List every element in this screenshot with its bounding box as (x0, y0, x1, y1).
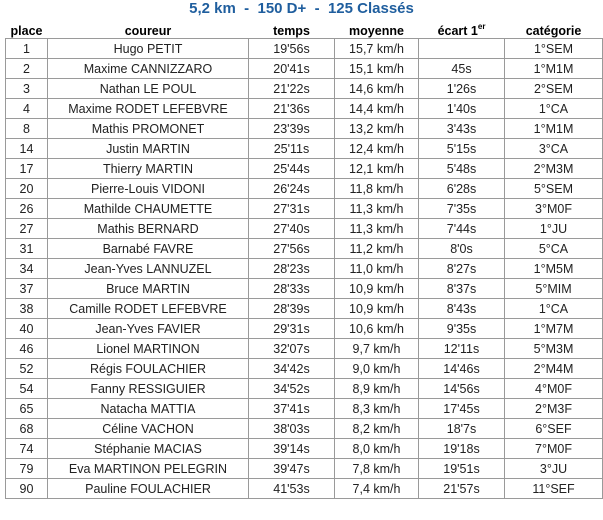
table-row (6, 159, 603, 179)
cell-coureur: Hugo PETIT (48, 39, 249, 59)
cell-coureur: Nathan LE POUL (48, 79, 249, 99)
cell-ecart: 19'51s (419, 459, 505, 479)
cell-temps: 39'14s (249, 439, 335, 459)
table-row (6, 479, 603, 499)
cell-place: 40 (6, 319, 48, 339)
cell-place: 52 (6, 359, 48, 379)
cell-moyenne: 8,9 km/h (335, 379, 419, 399)
cell-coureur: Bruce MARTIN (48, 279, 249, 299)
header-moyenne: moyenne (335, 22, 419, 39)
cell-temps: 34'52s (249, 379, 335, 399)
cell-coureur: Jean-Yves FAVIER (48, 319, 249, 339)
table-row (6, 119, 603, 139)
header-categorie: catégorie (505, 22, 603, 39)
cell-categorie: 11°SEF (505, 479, 603, 499)
cell-categorie: 3°CA (505, 139, 603, 159)
cell-categorie: 2°M3F (505, 399, 603, 419)
cell-temps: 21'22s (249, 79, 335, 99)
table-row (6, 59, 603, 79)
cell-ecart: 19'18s (419, 439, 505, 459)
cell-categorie: 6°SEF (505, 419, 603, 439)
table-row (6, 99, 603, 119)
cell-ecart: 14'46s (419, 359, 505, 379)
cell-temps: 39'47s (249, 459, 335, 479)
cell-temps: 19'56s (249, 39, 335, 59)
cell-place: 90 (6, 479, 48, 499)
cell-place: 46 (6, 339, 48, 359)
cell-temps: 26'24s (249, 179, 335, 199)
cell-moyenne: 12,1 km/h (335, 159, 419, 179)
cell-temps: 27'31s (249, 199, 335, 219)
cell-categorie: 1°M1M (505, 119, 603, 139)
cell-coureur: Maxime CANNIZZARO (48, 59, 249, 79)
cell-moyenne: 12,4 km/h (335, 139, 419, 159)
cell-moyenne: 8,3 km/h (335, 399, 419, 419)
cell-categorie: 1°CA (505, 99, 603, 119)
cell-categorie: 1°M5M (505, 259, 603, 279)
cell-moyenne: 11,3 km/h (335, 199, 419, 219)
cell-temps: 34'42s (249, 359, 335, 379)
cell-ecart: 21'57s (419, 479, 505, 499)
cell-moyenne: 7,8 km/h (335, 459, 419, 479)
cell-categorie: 1°JU (505, 219, 603, 239)
cell-categorie: 1°SEM (505, 39, 603, 59)
cell-ecart: 8'0s (419, 239, 505, 259)
cell-moyenne: 14,6 km/h (335, 79, 419, 99)
cell-place: 37 (6, 279, 48, 299)
cell-place: 2 (6, 59, 48, 79)
table-row (6, 379, 603, 399)
cell-ecart: 5'48s (419, 159, 505, 179)
cell-ecart: 5'15s (419, 139, 505, 159)
cell-ecart: 8'27s (419, 259, 505, 279)
cell-coureur: Céline VACHON (48, 419, 249, 439)
cell-temps: 27'56s (249, 239, 335, 259)
cell-moyenne: 7,4 km/h (335, 479, 419, 499)
cell-place: 1 (6, 39, 48, 59)
cell-moyenne: 8,2 km/h (335, 419, 419, 439)
cell-categorie: 1°M1M (505, 59, 603, 79)
cell-moyenne: 10,9 km/h (335, 299, 419, 319)
cell-coureur: Natacha MATTIA (48, 399, 249, 419)
cell-moyenne: 11,3 km/h (335, 219, 419, 239)
cell-temps: 29'31s (249, 319, 335, 339)
cell-place: 34 (6, 259, 48, 279)
cell-categorie: 4°M0F (505, 379, 603, 399)
cell-temps: 41'53s (249, 479, 335, 499)
cell-temps: 28'23s (249, 259, 335, 279)
cell-ecart: 1'26s (419, 79, 505, 99)
table-row (6, 79, 603, 99)
cell-place: 14 (6, 139, 48, 159)
header-ecart-sup: er (477, 22, 486, 31)
cell-ecart (419, 39, 505, 59)
table-row (6, 399, 603, 419)
cell-categorie: 1°M7M (505, 319, 603, 339)
table-row (6, 259, 603, 279)
cell-ecart: 1'40s (419, 99, 505, 119)
cell-coureur: Mathilde CHAUMETTE (48, 199, 249, 219)
cell-coureur: Fanny RESSIGUIER (48, 379, 249, 399)
cell-place: 68 (6, 419, 48, 439)
cell-coureur: Pierre-Louis VIDONI (48, 179, 249, 199)
table-body (6, 39, 603, 499)
cell-ecart: 7'35s (419, 199, 505, 219)
cell-ecart: 3'43s (419, 119, 505, 139)
cell-ecart: 17'45s (419, 399, 505, 419)
cell-moyenne: 15,7 km/h (335, 39, 419, 59)
cell-categorie: 5°CA (505, 239, 603, 259)
table-row (6, 319, 603, 339)
cell-temps: 23'39s (249, 119, 335, 139)
cell-place: 38 (6, 299, 48, 319)
cell-moyenne: 14,4 km/h (335, 99, 419, 119)
cell-temps: 20'41s (249, 59, 335, 79)
cell-place: 3 (6, 79, 48, 99)
cell-categorie: 2°M3M (505, 159, 603, 179)
cell-temps: 28'39s (249, 299, 335, 319)
cell-categorie: 1°CA (505, 299, 603, 319)
cell-place: 27 (6, 219, 48, 239)
cell-coureur: Barnabé FAVRE (48, 239, 249, 259)
cell-coureur: Justin MARTIN (48, 139, 249, 159)
cell-place: 26 (6, 199, 48, 219)
cell-moyenne: 11,0 km/h (335, 259, 419, 279)
cell-ecart: 14'56s (419, 379, 505, 399)
table-row (6, 279, 603, 299)
cell-coureur: Mathis PROMONET (48, 119, 249, 139)
cell-categorie: 3°JU (505, 459, 603, 479)
cell-categorie: 2°SEM (505, 79, 603, 99)
cell-coureur: Mathis BERNARD (48, 219, 249, 239)
cell-coureur: Lionel MARTINON (48, 339, 249, 359)
cell-temps: 37'41s (249, 399, 335, 419)
cell-place: 79 (6, 459, 48, 479)
table-row (6, 419, 603, 439)
table-row (6, 459, 603, 479)
cell-temps: 21'36s (249, 99, 335, 119)
cell-place: 65 (6, 399, 48, 419)
cell-moyenne: 13,2 km/h (335, 119, 419, 139)
cell-coureur: Pauline FOULACHIER (48, 479, 249, 499)
table-row (6, 339, 603, 359)
cell-coureur: Régis FOULACHIER (48, 359, 249, 379)
cell-temps: 38'03s (249, 419, 335, 439)
cell-moyenne: 11,8 km/h (335, 179, 419, 199)
cell-place: 20 (6, 179, 48, 199)
table-row (6, 139, 603, 159)
cell-place: 54 (6, 379, 48, 399)
cell-coureur: Maxime RODET LEFEBVRE (48, 99, 249, 119)
cell-ecart: 6'28s (419, 179, 505, 199)
cell-ecart: 9'35s (419, 319, 505, 339)
header-coureur: coureur (48, 22, 249, 39)
table-row (6, 299, 603, 319)
cell-ecart: 8'37s (419, 279, 505, 299)
cell-temps: 32'07s (249, 339, 335, 359)
cell-ecart: 12'11s (419, 339, 505, 359)
results-table (5, 22, 603, 499)
header-ecart (419, 22, 505, 39)
cell-categorie: 7°M0F (505, 439, 603, 459)
cell-categorie: 5°MIM (505, 279, 603, 299)
cell-temps: 28'33s (249, 279, 335, 299)
cell-moyenne: 10,6 km/h (335, 319, 419, 339)
table-header-row (6, 22, 603, 39)
cell-ecart: 45s (419, 59, 505, 79)
cell-moyenne: 10,9 km/h (335, 279, 419, 299)
table-row (6, 179, 603, 199)
cell-place: 4 (6, 99, 48, 119)
cell-categorie: 5°M3M (505, 339, 603, 359)
table-row (6, 359, 603, 379)
cell-moyenne: 8,0 km/h (335, 439, 419, 459)
cell-coureur: Stéphanie MACIAS (48, 439, 249, 459)
cell-moyenne: 9,0 km/h (335, 359, 419, 379)
cell-place: 8 (6, 119, 48, 139)
cell-place: 17 (6, 159, 48, 179)
cell-ecart: 18'7s (419, 419, 505, 439)
cell-place: 74 (6, 439, 48, 459)
header-ecart-label: écart 1 (437, 24, 478, 38)
cell-moyenne: 11,2 km/h (335, 239, 419, 259)
table-row (6, 439, 603, 459)
cell-coureur: Eva MARTINON PELEGRIN (48, 459, 249, 479)
cell-categorie: 2°M4M (505, 359, 603, 379)
header-place: place (6, 22, 48, 39)
cell-temps: 27'40s (249, 219, 335, 239)
header-temps: temps (249, 22, 335, 39)
cell-categorie: 3°M0F (505, 199, 603, 219)
cell-categorie: 5°SEM (505, 179, 603, 199)
table-row (6, 199, 603, 219)
cell-coureur: Camille RODET LEFEBVRE (48, 299, 249, 319)
table-row (6, 239, 603, 259)
cell-temps: 25'11s (249, 139, 335, 159)
cell-moyenne: 15,1 km/h (335, 59, 419, 79)
cell-place: 31 (6, 239, 48, 259)
table-row (6, 39, 603, 59)
cell-moyenne: 9,7 km/h (335, 339, 419, 359)
cell-coureur: Thierry MARTIN (48, 159, 249, 179)
cell-temps: 25'44s (249, 159, 335, 179)
cell-ecart: 8'43s (419, 299, 505, 319)
cell-coureur: Jean-Yves LANNUZEL (48, 259, 249, 279)
cell-ecart: 7'44s (419, 219, 505, 239)
table-row (6, 219, 603, 239)
page-title: 5,2 km - 150 D+ - 125 Classés (189, 0, 414, 17)
